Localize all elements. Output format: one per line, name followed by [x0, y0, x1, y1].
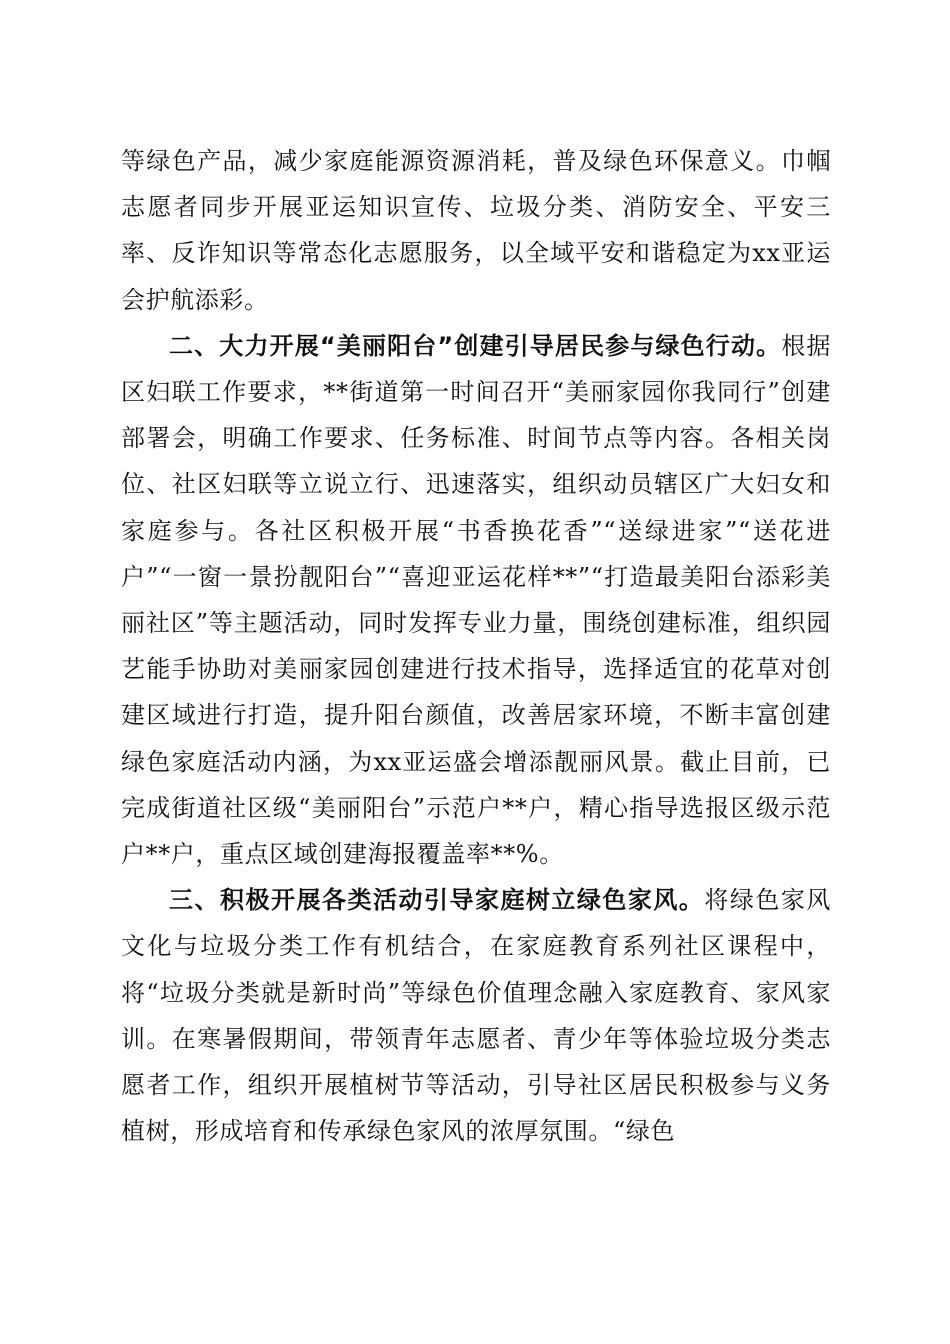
- section-heading: 二、大力开展“美丽阳台”创建引导居民参与绿色行动。: [169, 331, 782, 360]
- section-heading: 三、积极开展各类活动引导家庭树立绿色家风。: [169, 886, 705, 915]
- paragraph-body: 等绿色产品，减少家庭能源资源消耗，普及绿色环保意义。巾帼志愿者同步开展亚运知识宣传、垃圾分类、消防安全、平安三率、反诈知识等常态化志愿服务，以全域平安和谐稳定为xx亚运会护航添彩。: [121, 147, 831, 314]
- paragraph-section-3: [121, 877, 831, 1154]
- paragraph-section-2: [121, 323, 831, 877]
- paragraph-body: 将绿色家风文化与垃圾分类工作有机结合，在家庭教育系列社区课程中，将“垃圾分类就是新时尚”等绿色价值理念融入家庭教育、家风家训。在寒暑假期间，带领青年志愿者、青少年等体验垃圾分类志愿者工作，组织开展植树节等活动，引导社区居民积极参与义务植树，形成培育和传承绿色家风的浓厚氛围。“绿色: [121, 886, 831, 1146]
- paragraph-body: 根据区妇联工作要求，**街道第一时间召开“美丽家园你我同行”创建部署会，明确工作要求、任务标准、时间节点等内容。各相关岗位、社区妇联等立说立行、迅速落实，组织动员辖区广大妇女和家庭参与。各社区积极开展“书香换花香”“送绿进家”“送花进户”“一窗一景扮靓阳台”“喜迎亚运花样**”“打造最美阳台添彩美丽社区”等主题活动，同时发挥专业力量，围绕创建标准，组织园艺能手协助对美丽家园创建进行技术指导，选择适宜的花草对创建区域进行打造，提升阳台颜值，改善居家环境，不断丰富创建绿色家庭活动内涵，为xx亚运盛会增添靓丽风景。截止目前，已完成街道社区级“美丽阳台”示范户**户，精心指导选报区级示范户**户，重点区域创建海报覆盖率**%。: [121, 331, 831, 869]
- document-body: [121, 138, 831, 1154]
- paragraph-continuation: [121, 138, 831, 323]
